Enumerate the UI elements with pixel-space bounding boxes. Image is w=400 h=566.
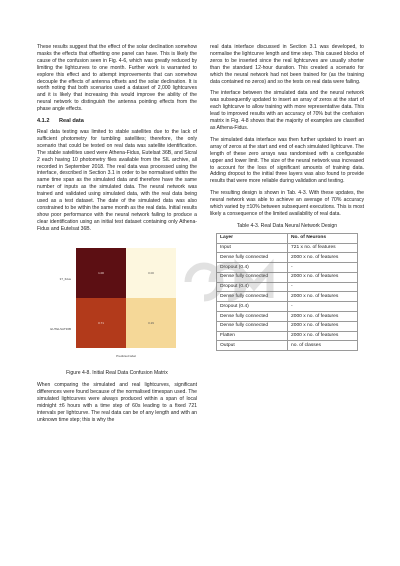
- figure-caption: Figure 4-8. Initial Real Data Confusion Matrix: [66, 369, 168, 376]
- left-column: [37, 44, 197, 429]
- section-title: Real data: [59, 118, 84, 125]
- paragraph-lightcurve-comparison: When comparing the simulated and real lightcurves, significant differences were found because of the normalised timespan used. The simulated lightcurves were always produced within a span of local midnight ±6 hours with a time step of 60s leading to a fixed 721 intervals per lightcurve. The real data can be of any length and with an unknown time step; this is why the: [37, 382, 197, 423]
- matrix-cell-label: 0.29: [148, 320, 154, 325]
- row-label-0: 37_fidus: [59, 276, 71, 281]
- network-design-table: [216, 233, 358, 351]
- neurons-cell: 2000 x no. of features: [288, 272, 358, 282]
- layer-cell: Dropout (0.4): [217, 302, 288, 312]
- confusion-matrix-chart: [50, 244, 202, 360]
- header-neurons: No. of Neurons: [288, 233, 358, 243]
- neurons-cell: 2000 x no. of features: [288, 321, 358, 331]
- layer-cell: Input: [217, 243, 288, 253]
- layer-cell: Flatten: [217, 331, 288, 341]
- paragraph-zero-arrays: The simulated data interface was then further updated to insert an array of zeros at the start and end of each simulated lightcurve. The length of these zero arrays was randomised with a configurable upper and lower limit. The size of the neural network was increased to account for the loss of significant amounts of training data. Adding dropout to the initial three layers was also found to provide results that were more reliable during validation and testing.: [210, 136, 364, 185]
- paragraph-real-data-interface: real data interface discussed in Section 3.1 was developed, to normalise the lightcurve length and time step. This caused blocks of zeros to be inserted since the real lightcurves are usually shorter than the standard 12-hour duration. This created a scenario for which the neural network had not been trained for (as the training data contained no zeros) and so the tests on real data were failing.: [210, 44, 364, 85]
- neurons-cell: no. of classes: [288, 341, 358, 351]
- layer-cell: Dropout (0.4): [217, 282, 288, 292]
- layer-cell: Dropout (0.4): [217, 263, 288, 273]
- table-row: [217, 272, 358, 282]
- table-row: [217, 341, 358, 351]
- neurons-cell: 721 x no. of features: [288, 243, 358, 253]
- paragraph-interface-update: The interface between the simulated data and the neural network was subsequently updated to insert an array of zeros at the start of each lightcurve to allow training with more representative data. This lead to improved results with an accuracy of 70% but the confusion matrix in Fig. 4-8 shows that the majority of examples are classified as Athena-Fidus.: [210, 90, 364, 131]
- table-row: [217, 321, 358, 331]
- neurons-cell: 2000 x no. of features: [288, 253, 358, 263]
- layer-cell: Dense fully connected: [217, 272, 288, 282]
- table-caption: Table 4-3. Real Data Neural Network Design: [236, 222, 338, 229]
- matrix-cell-label: 0.00: [148, 270, 154, 275]
- paragraph-resulting-design: The resulting design is shown in Tab. 4-3. With these updates, the neural network was able to achieve an average of 70% accuracy which varied by ±10% between subsequent executions. This is most likely a consequence of the limited availability of real data.: [210, 190, 364, 217]
- paragraph-solar-declination: These results suggest that the effect of the solar declination somehow masks the effects that offsetting one panel can have. This is likely the cause of the confusion seen in Fig. 4-6, which was greatly reduced by limiting the lightcurves to one month. Further work is warranted to explore this effect and to attempt improvements that can somehow decouple the effects of antenna offsets and the solar declination. It is worth noting that both scenarios used a dataset of 2,000 lightcurves and it is likely that increasing this would improve the ability of the neural network to distinguish the antenna pointing effects from the phase angle effects.: [37, 44, 197, 113]
- table-row: [217, 331, 358, 341]
- section-heading-real-data: [37, 118, 197, 125]
- table-row: [217, 243, 358, 253]
- table-header-row: [217, 233, 358, 243]
- right-column: [210, 44, 364, 351]
- layer-cell: Output: [217, 341, 288, 351]
- section-number: 4.1.2: [37, 118, 50, 125]
- layer-cell: Dense fully connected: [217, 321, 288, 331]
- x-axis-label: Predicted label: [116, 353, 136, 358]
- layer-cell: Dense fully connected: [217, 253, 288, 263]
- confusion-matrix-figure: [37, 238, 197, 366]
- neurons-cell: 2000 x no. of features: [288, 292, 358, 302]
- table-row: [217, 263, 358, 273]
- neurons-cell: -: [288, 282, 358, 292]
- matrix-cell-label: 1.00: [98, 270, 104, 275]
- layer-cell: Dense fully connected: [217, 312, 288, 322]
- matrix-cell-label: 0.71: [98, 320, 104, 325]
- table-row: [217, 282, 358, 292]
- table-row: [217, 302, 358, 312]
- layer-cell: Dense fully connected: [217, 292, 288, 302]
- row-label-1: EUTELSAT36B: [50, 326, 71, 331]
- table-row: [217, 292, 358, 302]
- neurons-cell: 2000 x no. of features: [288, 312, 358, 322]
- table-row: [217, 253, 358, 263]
- paragraph-real-data-testing: Real data testing was limited to stable satellites due to the lack of sufficient photometry for tumbling satellites; therefore, the only scenario that could be tested on real data was satellite identification. The stable satellites used were Athena-Fidus, Eutelsat 36B, and Sicral 2 each having 10 photometry files available from the SIL archive, all recorded in September 2018. The real data was processed using the interface, described in Section 3.1 in order to be normalised within the same time span as the simulated data and therefore have the same number of inputs as the simulated data. The neural network was trained and validated using simulated data, with the real data being used as a test dataset. The date of the simulated data was also constrained to be within the same month as the real data. Initial results show poor performance with the neural network failing to produce a clear identification using an initial test dataset containing only Athena-Fidus and Eutelsat 36B.: [37, 128, 197, 232]
- neurons-cell: -: [288, 263, 358, 273]
- neurons-cell: 2000 x no. of features: [288, 331, 358, 341]
- header-layer: Layer: [217, 233, 288, 243]
- neurons-cell: -: [288, 302, 358, 312]
- table-row: [217, 312, 358, 322]
